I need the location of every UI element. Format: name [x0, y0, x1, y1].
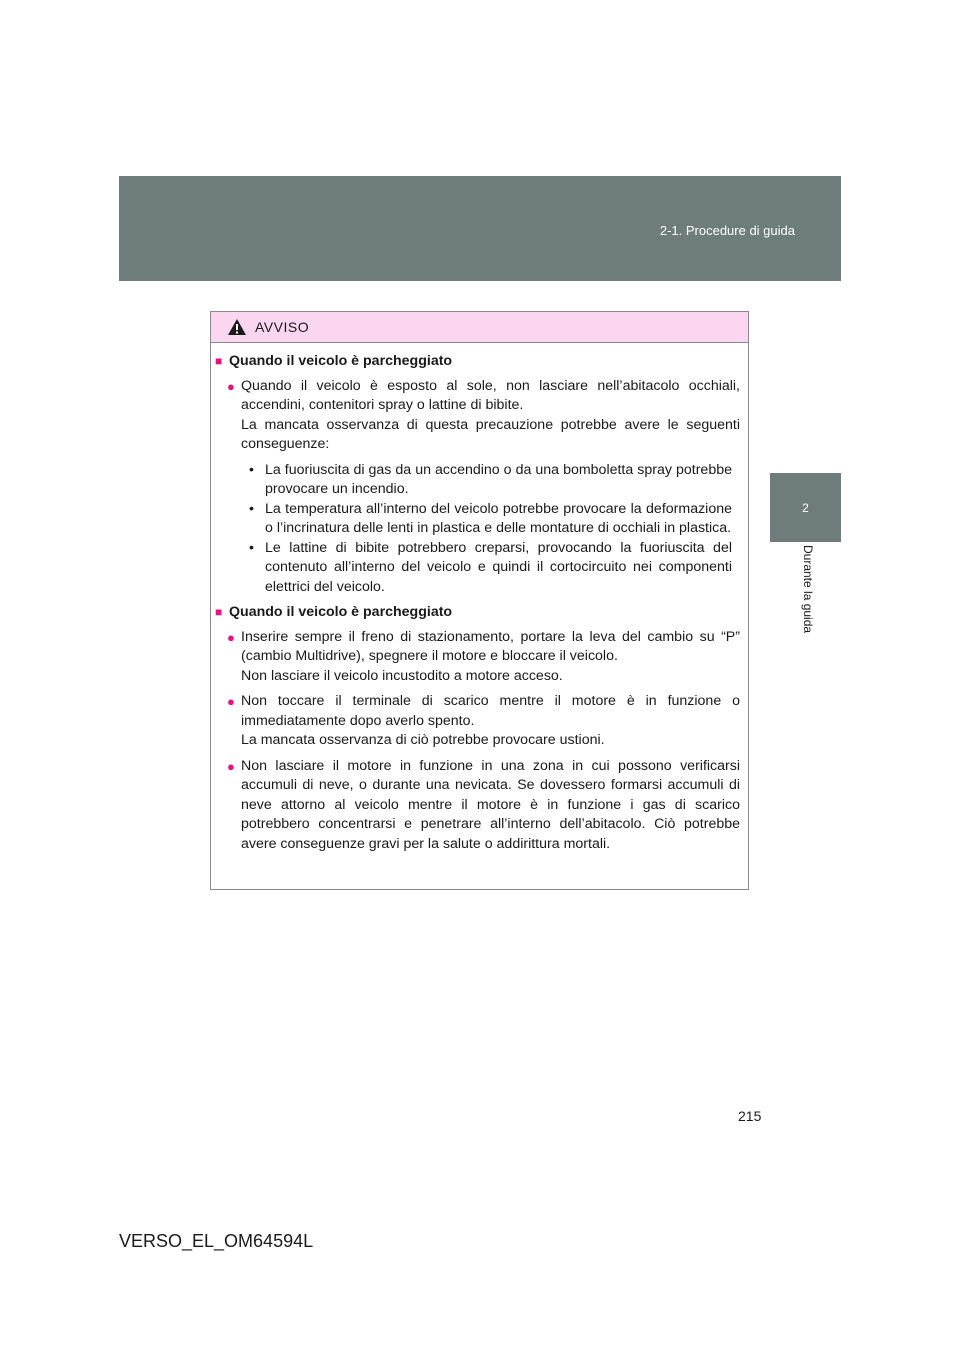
item-text: Non lasciare il motore in funzione in una zona in cui possono verificarsi accumuli di neve, o durante una nevicata. Se dovessero formarsi accumuli di neve attorno al veicolo mentre il motore è in funzione i gas di scarico potrebbero concentrarsi e penetrare all’interno dell’abitacolo. Ciò potrebbe avere conseguenze gravi per la salute o addirittura mortali.	[241, 757, 740, 852]
chapter-number: 2	[802, 500, 809, 515]
list-item	[227, 377, 740, 455]
chapter-tab	[770, 473, 841, 542]
item-text: La mancata osservanza di ciò potrebbe provocare ustioni.	[241, 732, 605, 748]
square-bullet-icon: ■	[215, 605, 223, 619]
sub-list	[249, 461, 740, 598]
item-text: La mancata osservanza di questa precauzione potrebbe avere le seguenti conseguenze:	[241, 416, 740, 452]
circle-bullet-icon: ●	[227, 378, 235, 394]
item-text: Non lasciare il veicolo incustodito a motore acceso.	[241, 667, 563, 684]
circle-bullet-icon: ●	[227, 758, 235, 774]
chapter-header-band	[119, 176, 841, 281]
square-bullet-icon: ■	[215, 354, 223, 368]
warning-box	[210, 311, 749, 890]
warning-header	[211, 312, 748, 343]
page-number: 215	[738, 1108, 762, 1124]
circle-bullet-icon: ●	[227, 694, 235, 709]
list-item	[227, 628, 740, 687]
section-heading: ■ Quando il veicolo è parcheggiato	[215, 603, 740, 623]
document-code: VERSO_EL_OM64594L	[119, 1231, 314, 1251]
sub-bullet: •	[249, 461, 254, 478]
warning-triangle-icon	[227, 318, 247, 336]
item-text: Non toccare il terminale di scarico mentre il motore è in funzione o immediatamente dopo averlo spento.	[241, 693, 740, 729]
section-heading: ■ Quando il veicolo è parcheggiato	[215, 352, 740, 372]
sub-bullet: •	[249, 539, 254, 556]
item-text: Quando il veicolo è esposto al sole, non lasciare nell’abitacolo occhiali, accendini, contenitori spray o lattine di bibite.	[241, 377, 740, 413]
item-text: Inserire sempre il freno di stazionamento, portare la leva del cambio su “P” (cambio Multidrive), spegnere il motore e bloccare il veicolo.	[241, 628, 740, 664]
list-item	[227, 757, 740, 855]
warning-content	[211, 343, 748, 854]
sub-item: • Le lattine di bibite potrebbero creparsi, provocando la fuoriuscita del contenuto all’interno del veicolo e quindi il cortocircuito nei componenti elettrici del veicolo.	[249, 539, 740, 598]
warning-title: AVVISO	[255, 319, 310, 335]
chapter-label: Durante la guida	[801, 545, 815, 634]
sub-bullet: •	[249, 500, 254, 517]
list-item	[227, 692, 740, 751]
sub-item: • La fuoriuscita di gas da un accendino o da una bomboletta spray potrebbe provocare un incendio.	[249, 461, 740, 500]
sub-item: • La temperatura all’interno del veicolo potrebbe provocare la deformazione o l’incrinatura delle lenti in plastica e delle montature di occhiali in plastica.	[249, 500, 740, 539]
circle-bullet-icon: ●	[227, 629, 235, 645]
section-title: 2-1. Procedure di guida	[659, 223, 795, 238]
